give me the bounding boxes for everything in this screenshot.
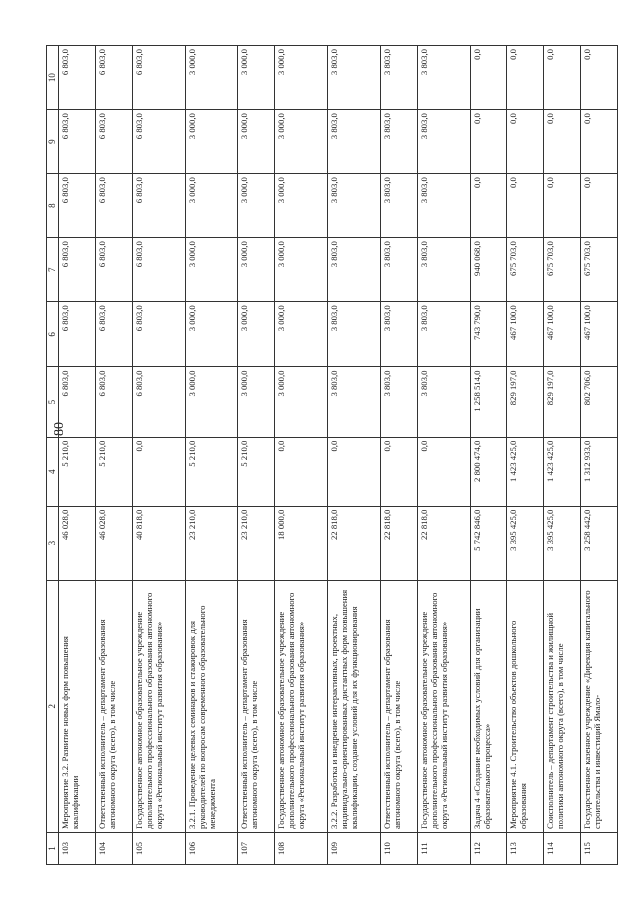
row-number: 107	[238, 832, 275, 864]
value-cell: 0,0	[544, 174, 581, 238]
value-cell: 3 000,0	[238, 367, 275, 437]
table-row	[581, 46, 618, 865]
row-number: 113	[507, 832, 544, 864]
value-cell: 3 000,0	[238, 174, 275, 238]
value-cell: 0,0	[328, 437, 381, 506]
value-cell: 3 803,0	[417, 367, 470, 437]
value-cell: 3 000,0	[238, 238, 275, 302]
value-cell: 3 258 442,0	[581, 506, 618, 580]
row-description: Государственное автономное образовательное учреждение дополнительного профессионального образования автономного округа «Региональный институт развития образования»	[275, 580, 328, 832]
value-cell: 40 818,0	[132, 506, 185, 580]
value-cell: 6 803,0	[132, 367, 185, 437]
value-cell: 1 258 514,0	[470, 367, 507, 437]
value-cell: 1 312 933,0	[581, 437, 618, 506]
table-row	[132, 46, 185, 865]
value-cell: 0,0	[581, 110, 618, 174]
row-description: 3.2.2. Разработка и внедрение интерактивных, проектных, индивидуально-ориентированных дистантных форм повышения квалификации, создание условий для их функционирования	[328, 580, 381, 832]
value-cell: 3 803,0	[417, 302, 470, 367]
row-description: Государственное автономное образовательное учреждение дополнительного профессионального образования автономного округа «Региональный институт развития образования»	[132, 580, 185, 832]
column-header: 7	[47, 238, 59, 302]
table-row	[417, 46, 470, 865]
table-row	[59, 46, 96, 865]
value-cell: 3 000,0	[185, 238, 238, 302]
value-cell: 3 000,0	[185, 174, 238, 238]
row-number: 106	[185, 832, 238, 864]
value-cell: 3 000,0	[238, 46, 275, 110]
value-cell: 3 803,0	[417, 238, 470, 302]
row-number: 108	[275, 832, 328, 864]
table-row	[95, 46, 132, 865]
value-cell: 6 803,0	[95, 238, 132, 302]
row-description: Ответственный исполнитель – департамент образования автономного округа (всего), в том числе	[380, 580, 417, 832]
row-description: Ответственный исполнитель – департамент образования автономного округа (всего), в том числе	[95, 580, 132, 832]
value-cell: 6 803,0	[59, 367, 96, 437]
value-cell: 1 423 425,0	[507, 437, 544, 506]
value-cell: 6 803,0	[132, 46, 185, 110]
value-cell: 5 210,0	[238, 437, 275, 506]
value-cell: 0,0	[507, 46, 544, 110]
value-cell: 3 000,0	[185, 302, 238, 367]
column-header: 5	[47, 367, 59, 437]
value-cell: 0,0	[581, 46, 618, 110]
value-cell: 1 423 425,0	[544, 437, 581, 506]
table-row	[507, 46, 544, 865]
column-header: 9	[47, 110, 59, 174]
value-cell: 940 068,0	[470, 238, 507, 302]
column-header: 3	[47, 506, 59, 580]
value-cell: 6 803,0	[95, 367, 132, 437]
value-cell: 3 803,0	[328, 46, 381, 110]
row-description: Задача 4 «Создание необходимых условий для организации образовательного процесса»	[470, 580, 507, 832]
row-number: 110	[380, 832, 417, 864]
value-cell: 3 803,0	[380, 238, 417, 302]
column-header: 8	[47, 174, 59, 238]
value-cell: 6 803,0	[95, 302, 132, 367]
value-cell: 3 803,0	[380, 302, 417, 367]
row-description: Мероприятие 3.2. Развитие новых форм повышения квалификации	[59, 580, 96, 832]
value-cell: 6 803,0	[95, 46, 132, 110]
value-cell: 3 000,0	[275, 46, 328, 110]
column-header: 10	[47, 46, 59, 110]
table-row	[544, 46, 581, 865]
value-cell: 0,0	[507, 174, 544, 238]
value-cell: 3 803,0	[417, 46, 470, 110]
value-cell: 6 803,0	[59, 46, 96, 110]
header-row	[47, 46, 59, 865]
value-cell: 3 803,0	[328, 367, 381, 437]
value-cell: 3 395 425,0	[544, 506, 581, 580]
value-cell: 6 803,0	[59, 238, 96, 302]
value-cell: 0,0	[470, 46, 507, 110]
value-cell: 3 803,0	[380, 46, 417, 110]
value-cell: 829 197,0	[544, 367, 581, 437]
value-cell: 3 395 425,0	[507, 506, 544, 580]
value-cell: 829 197,0	[507, 367, 544, 437]
value-cell: 467 100,0	[581, 302, 618, 367]
row-number: 103	[59, 832, 96, 864]
column-header: 6	[47, 302, 59, 367]
value-cell: 0,0	[132, 437, 185, 506]
value-cell: 802 706,0	[581, 367, 618, 437]
table-row	[275, 46, 328, 865]
value-cell: 0,0	[470, 174, 507, 238]
table-row	[380, 46, 417, 865]
row-description: Государственное автономное образовательное учреждение дополнительного профессионального образования автономного округа «Региональный институт развития образования»	[417, 580, 470, 832]
value-cell: 22 818,0	[380, 506, 417, 580]
value-cell: 6 803,0	[132, 302, 185, 367]
value-cell: 46 028,0	[59, 506, 96, 580]
value-cell: 2 800 474,0	[470, 437, 507, 506]
row-description: Мероприятие 4.1. Строительство объектов дошкольного образования	[507, 580, 544, 832]
value-cell: 675 703,0	[544, 238, 581, 302]
column-header: 4	[47, 437, 59, 506]
value-cell: 0,0	[544, 110, 581, 174]
row-number: 114	[544, 832, 581, 864]
value-cell: 6 803,0	[59, 174, 96, 238]
value-cell: 0,0	[417, 437, 470, 506]
row-description: Государственное казенное учреждение «Дирекция капитального строительства и инвестиций Ямало-	[581, 580, 618, 832]
row-description: Соисполнитель – департамент строительства и жилищной политики автономного округа (всего), в том числе	[544, 580, 581, 832]
value-cell: 23 210,0	[185, 506, 238, 580]
value-cell: 743 790,0	[470, 302, 507, 367]
row-description: 3.2.1. Проведение целевых семинаров и стажировок для руководителей по вопросам современного образовательного менеджмента	[185, 580, 238, 832]
value-cell: 0,0	[507, 110, 544, 174]
value-cell: 6 803,0	[132, 238, 185, 302]
value-cell: 3 803,0	[328, 174, 381, 238]
value-cell: 3 803,0	[328, 238, 381, 302]
value-cell: 3 000,0	[185, 46, 238, 110]
table-row	[238, 46, 275, 865]
value-cell: 22 818,0	[328, 506, 381, 580]
value-cell: 5 210,0	[95, 437, 132, 506]
value-cell: 46 028,0	[95, 506, 132, 580]
value-cell: 467 100,0	[544, 302, 581, 367]
value-cell: 0,0	[581, 174, 618, 238]
value-cell: 3 803,0	[328, 302, 381, 367]
row-number: 105	[132, 832, 185, 864]
page-number: 80	[52, 422, 67, 436]
value-cell: 675 703,0	[507, 238, 544, 302]
value-cell: 3 000,0	[275, 110, 328, 174]
value-cell: 3 803,0	[417, 110, 470, 174]
value-cell: 3 000,0	[185, 367, 238, 437]
value-cell: 0,0	[380, 437, 417, 506]
value-cell: 23 210,0	[238, 506, 275, 580]
column-header: 2	[47, 580, 59, 832]
row-number: 115	[581, 832, 618, 864]
value-cell: 3 000,0	[275, 174, 328, 238]
value-cell: 3 803,0	[417, 174, 470, 238]
value-cell: 3 000,0	[238, 302, 275, 367]
value-cell: 6 803,0	[132, 110, 185, 174]
row-number: 104	[95, 832, 132, 864]
value-cell: 22 818,0	[417, 506, 470, 580]
row-number: 111	[417, 832, 470, 864]
budget-table	[46, 45, 618, 865]
value-cell: 6 803,0	[132, 174, 185, 238]
value-cell: 3 000,0	[275, 238, 328, 302]
value-cell: 467 100,0	[507, 302, 544, 367]
table-rotated-wrapper	[46, 45, 618, 865]
value-cell: 3 000,0	[275, 367, 328, 437]
table-row	[328, 46, 381, 865]
value-cell: 0,0	[275, 437, 328, 506]
value-cell: 3 000,0	[185, 110, 238, 174]
value-cell: 0,0	[470, 110, 507, 174]
value-cell: 6 803,0	[59, 110, 96, 174]
value-cell: 3 803,0	[380, 174, 417, 238]
value-cell: 5 210,0	[185, 437, 238, 506]
value-cell: 5 742 846,0	[470, 506, 507, 580]
row-number: 112	[470, 832, 507, 864]
row-number: 109	[328, 832, 381, 864]
value-cell: 6 803,0	[95, 110, 132, 174]
value-cell: 6 803,0	[95, 174, 132, 238]
value-cell: 3 803,0	[328, 110, 381, 174]
value-cell: 0,0	[544, 46, 581, 110]
value-cell: 675 703,0	[581, 238, 618, 302]
value-cell: 3 000,0	[275, 302, 328, 367]
table-row	[185, 46, 238, 865]
column-header: 1	[47, 832, 59, 864]
value-cell: 18 000,0	[275, 506, 328, 580]
value-cell: 3 803,0	[380, 367, 417, 437]
value-cell: 5 210,0	[59, 437, 96, 506]
row-description: Ответственный исполнитель – департамент образования автономного округа (всего), в том числе	[238, 580, 275, 832]
value-cell: 3 000,0	[238, 110, 275, 174]
table-body	[59, 46, 618, 865]
value-cell: 6 803,0	[59, 302, 96, 367]
value-cell: 3 803,0	[380, 110, 417, 174]
table-row	[470, 46, 507, 865]
